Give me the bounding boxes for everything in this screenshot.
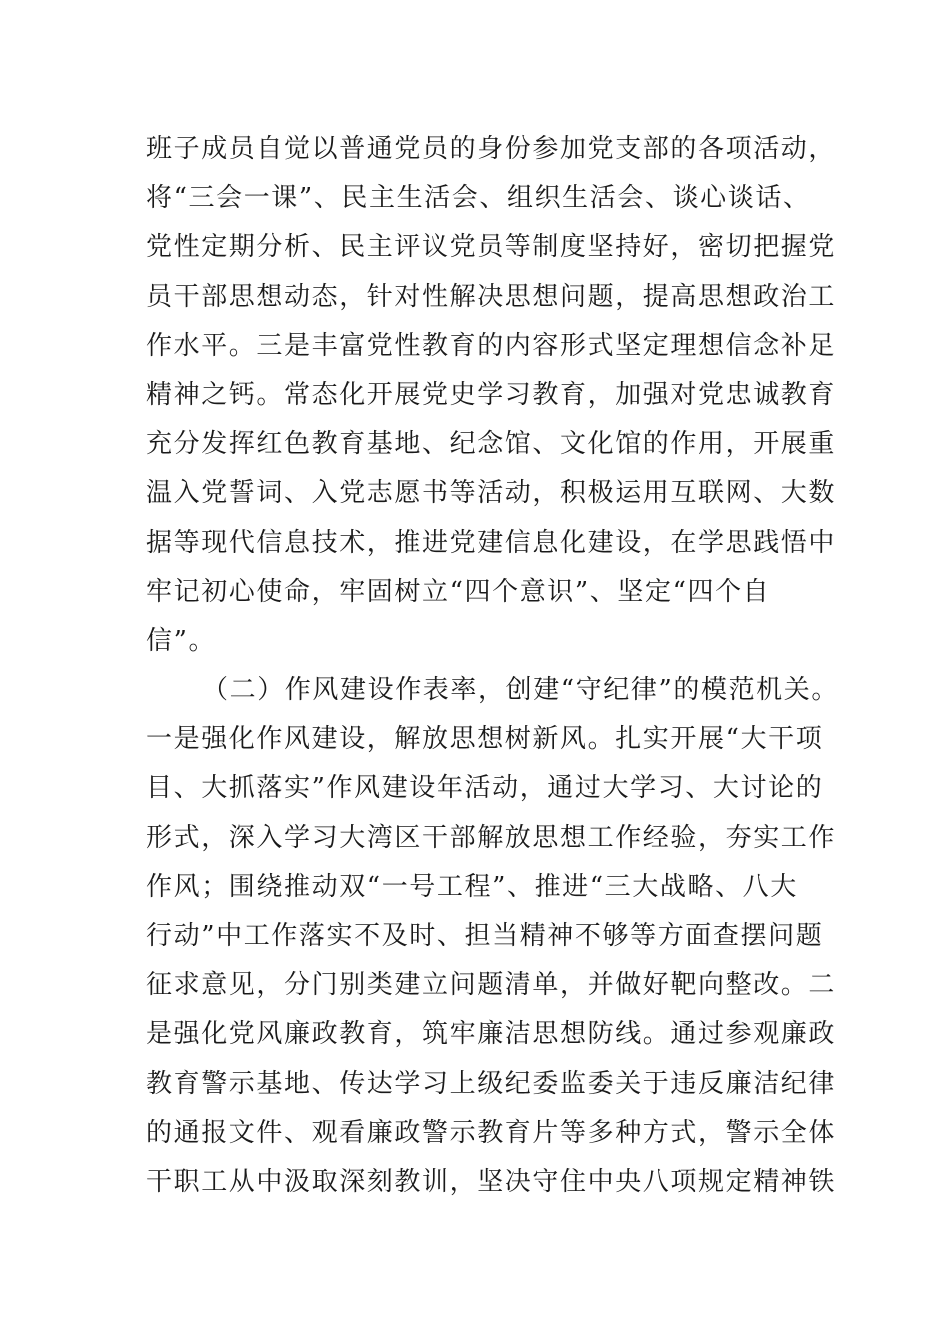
text-line-1: 班子成员自觉以普通党员的身份参加党支部的各项活动， bbox=[146, 134, 837, 164]
text-line-8: 温入党誓词、入党志愿书等活动，积极运用互联网、大数 bbox=[146, 478, 837, 509]
text-line-21: 的通报文件、观看廉政警示教育片等多种方式，警示全体 bbox=[146, 1117, 837, 1148]
text-line-19: 是强化党风廉政教育，筑牢廉洁思想防线。通过参观廉政 bbox=[146, 1019, 837, 1050]
document-body bbox=[146, 125, 839, 1207]
text-line-17: 行动”中工作落实不及时、担当精神不够等方面查摆问题 bbox=[146, 921, 824, 951]
text-line-10: 牢记初心使命，牢固树立“四个意识”、坚定“四个自 bbox=[146, 576, 771, 607]
text-line-16: 作风；围绕推动双“一号工程”、推进“三大战略、八大 bbox=[146, 871, 798, 902]
text-line-2: 将“三会一课”、民主生活会、组织生活会、谈心谈话、 bbox=[146, 183, 811, 214]
section-heading: （二）作风建设作表率，创建“守纪律”的模范机关。 bbox=[202, 675, 839, 706]
text-line-5: 作水平。三是丰富党性教育的内容形式坚定理想信念补足 bbox=[146, 330, 837, 361]
text-line-3: 党性定期分析、民主评议党员等制度坚持好，密切把握党 bbox=[146, 232, 837, 263]
text-line-11: 信”。 bbox=[146, 625, 217, 656]
text-line-9: 据等现代信息技术，推进党建信息化建设，在学思践悟中 bbox=[146, 527, 837, 558]
text-line-6: 精神之钙。常态化开展党史学习教育，加强对党忠诚教育 bbox=[146, 379, 837, 410]
text-line-22: 干职工从中汲取深刻教训，坚决守住中央八项规定精神铁 bbox=[146, 1166, 837, 1197]
text-line-4: 员干部思想动态，针对性解决思想问题，提高思想政治工 bbox=[146, 281, 837, 312]
text-line-20: 教育警示基地、传达学习上级纪委监委关于违反廉洁纪律 bbox=[146, 1068, 837, 1099]
text-line-7: 充分发挥红色教育基地、纪念馆、文化馆的作用，开展重 bbox=[146, 429, 837, 460]
text-line-15: 形式，深入学习大湾区干部解放思想工作经验，夯实工作 bbox=[146, 822, 837, 853]
text-line-14: 目、大抓落实”作风建设年活动，通过大学习、大讨论的 bbox=[146, 773, 824, 804]
text-line-18: 征求意见，分门别类建立问题清单，并做好靶向整改。二 bbox=[146, 970, 837, 1001]
text-line-13: 一是强化作风建设，解放思想树新风。扎实开展“大干项 bbox=[146, 724, 824, 755]
